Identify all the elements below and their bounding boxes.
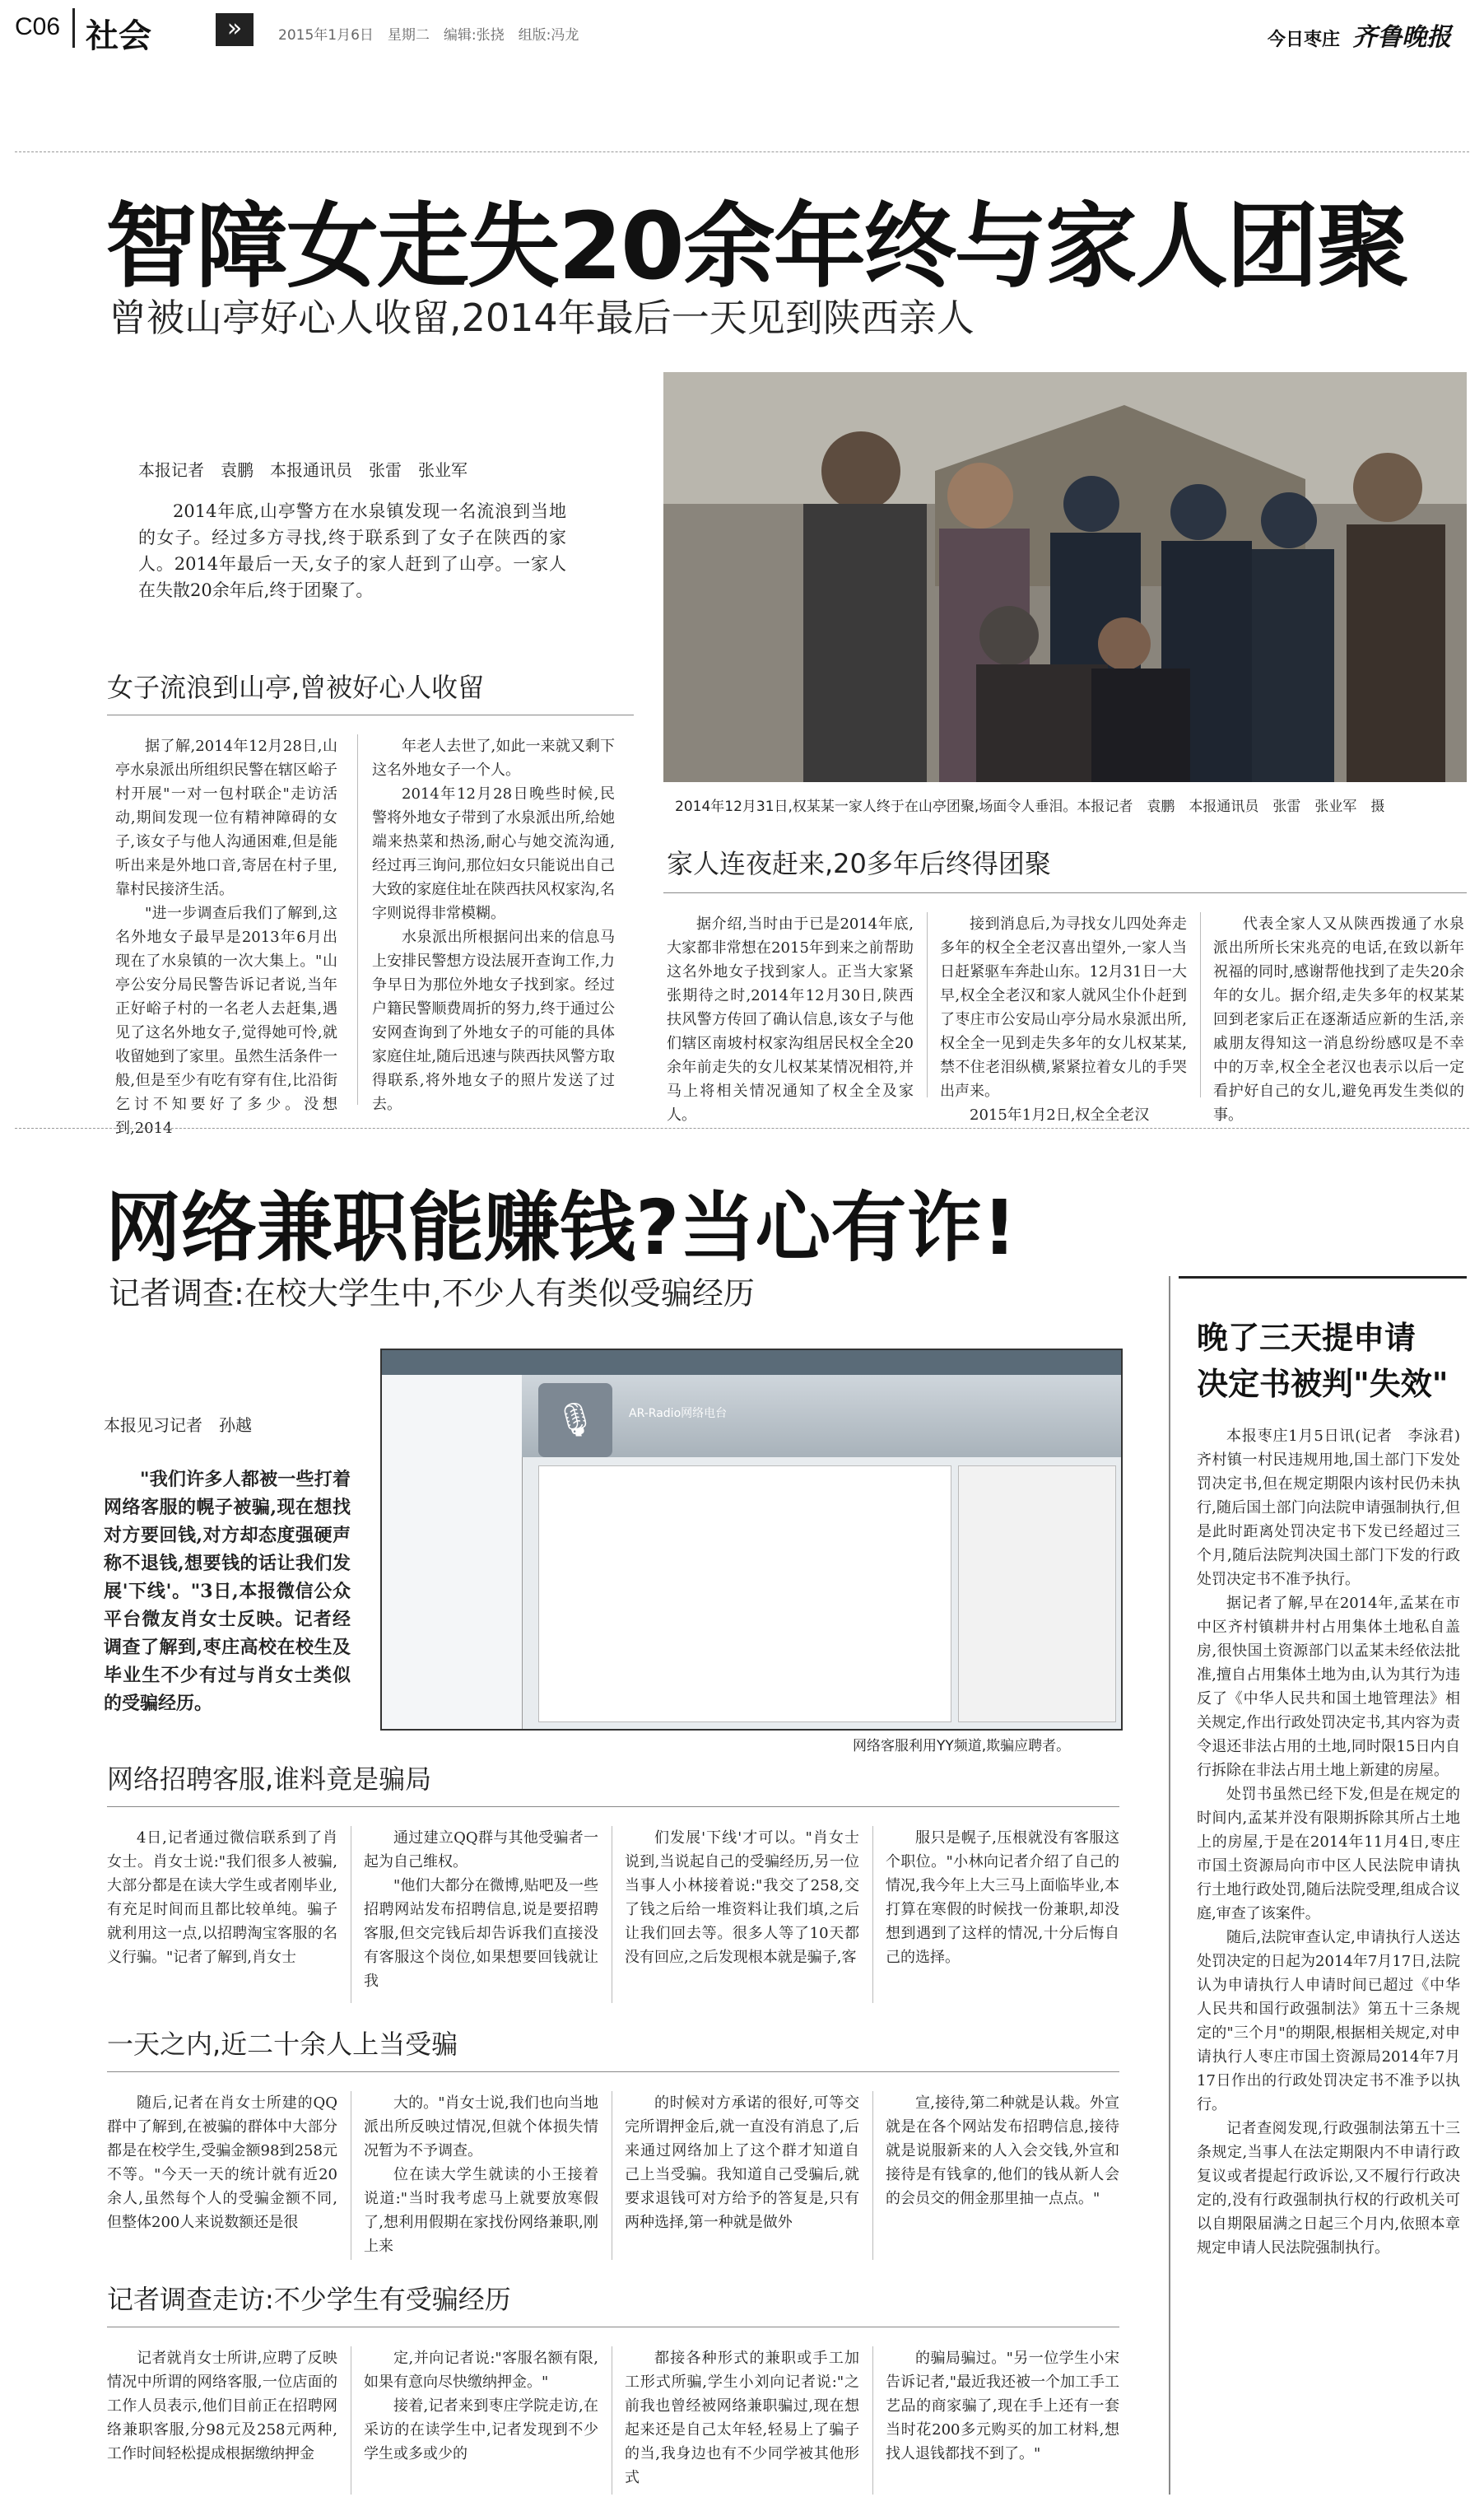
paragraph: 们发展'下线'才可以。"肖女士说到,当说起自己的受骗经历,另一位当事人小林接着说:"我交了258,交了钱之后给一堆资料让我们填,之后让我们回去等。很多人等了10天都没有回应,之后发现根本就是骗子,客 — [625, 1829, 859, 1966]
paragraph: 的骗局骗过。"另一位学生小宋告诉记者,"最近我还被一个加工手工艺品的商家骗了,现在手上还有一套当时花200多元购买的加工材料,想找人退钱都找不到了。" — [886, 2350, 1119, 2462]
paragraph: 位在读大学生就读的小王接着说道:"当时我考虑马上就要放寒假了,想利用假期在家找份网络兼职,刚上来 — [364, 2166, 598, 2255]
paragraph: 代表全家人又从陕西拨通了水泉派出所所长宋兆亮的电话,在致以新年祝福的同时,感谢帮他找到了走失20余年的女儿。据介绍,走失多年的权某某回到老家后正在逐渐适应新的生活,亲戚朋友得知这一消息纷纷感叹是不幸中的万幸,权全全老汉也表示以后一定看护好自己的女儿,避免再发生类似的事。 — [1213, 915, 1464, 1124]
article2-section1-col3 — [625, 1826, 859, 1969]
paragraph: 据了解,2014年12月28日,山亭水泉派出所组织民警在辖区峪子村开展"一对一包村联企"走访活动,期间发现一位有精神障碍的女子,该女子与他人沟通困难,但是能听出来是外地口音,寄居在村子里,靠村民接济生活。 — [115, 738, 337, 898]
paragraph: 据记者了解,早在2014年,孟某在市中区齐村镇耕井村占用集体土地私自盖房,很快国土资源部门以孟某未经依法批准,擅自占用集体土地为由,认为其行为违反了《中华人民共和国土地管理法》相关规定,作出行政处罚决定书,其内容为责令退还非法占用的土地,同时限15日内自行拆除在非法占用土地上新建的房屋。 — [1197, 1595, 1460, 1779]
page-header — [0, 0, 1484, 58]
article1-section2-title: 家人连夜赶来,20多年后终得团聚 — [667, 848, 1051, 879]
section-arrow-icon: » — [216, 13, 254, 46]
paragraph: 接着,记者来到枣庄学院走访,在采访的在读学生中,记者发现到不少学生或多或少的 — [364, 2397, 598, 2462]
paragraph: 4日,记者通过微信联系到了肖女士。肖女士说:"我们很多人被骗,大部分都是在读大学生或者刚毕业,有充足时间而且都比较单纯。骗子就利用这一点,以招聘淘宝客服的名义行骗。"记者了解到,肖女士 — [107, 1829, 337, 1966]
paragraph: 年老人去世了,如此一来就又剩下这名外地女子一个人。 — [372, 738, 615, 779]
article1-section1-title: 女子流浪到山亭,曾被好心人收留 — [107, 672, 485, 703]
article2-section3-col3 — [625, 2346, 859, 2490]
article2-section3-col2 — [364, 2346, 598, 2466]
article2-section3-col1 — [107, 2346, 337, 2466]
paragraph: 通过建立QQ群与其他受骗者一起为自己维权。 — [364, 1829, 598, 1870]
paragraph: 记者查阅发现,行政强制法第五十三条规定,当事人在法定期限内不申请行政复议或者提起行政诉讼,又不履行行政决定的,没有行政强制执行权的行政机关可以自期限届满之日起三个月内,依照本章规定申请人民法院强制执行。 — [1197, 2120, 1460, 2257]
article2-section3-col4 — [886, 2346, 1119, 2466]
article1-title: 智障女走失20余年终与家人团聚 — [105, 193, 1407, 300]
yy-app-screenshot — [380, 1349, 1123, 1731]
article2-section1-title: 网络招聘客服,谁料竟是骗局 — [107, 1763, 432, 1795]
lead-paragraph: "我们许多人都被一些打着网络客服的幌子被骗,现在想找对方要回钱,对方却态度强硬声称不退钱,想要钱的话让我们发展'下线'。"3日,本报微信公众平台微友肖女士反映。记者经调查了解到,枣庄高校在校生及毕业生不少有过与肖女士类似的受骗经历。 — [104, 1469, 351, 1714]
radio-logo-icon: 🎙 — [538, 1383, 612, 1457]
paragraph: 定,并向记者说:"客服名额有限,如果有意向尽快缴纳押金。" — [364, 2350, 598, 2391]
article2-lead — [104, 1465, 351, 1717]
screenshot-caption: 网络客服利用YY频道,欺骗应聘者。 — [853, 1738, 1071, 1754]
lead-paragraph: 2014年底,山亭警方在水泉镇发现一名流浪到当地的女子。经过多方寻找,终于联系到了女子在陕西的家人。2014年最后一天,女子的家人赶到了山亭。一家人在失散20余年后,终于团聚了。 — [138, 501, 566, 600]
paragraph: 的时候对方承诺的很好,可等交完所谓押金后,就一直没有消息了,后来通过网络加上了这个群才知道自己上当受骗。我知道自己受骗后,就要求退钱可对方给予的答复是,只有两种选择,第一种就是做外 — [625, 2094, 859, 2231]
paragraph: 宣,接待,第二种就是认栽。外宣就是在各个网站发布招聘信息,接待就是说服新来的人入会交钱,外宣和接待是有钱拿的,他们的钱从新人会的会员交的佣金那里抽一点点。" — [886, 2094, 1119, 2207]
article2-section2-col4 — [886, 2091, 1119, 2211]
article2-section2-title: 一天之内,近二十余人上当受骗 — [107, 2029, 458, 2060]
date-line: 2015年1月6日 星期二 编辑:张挠 组版:冯龙 — [278, 27, 579, 44]
article2-section2-col3 — [625, 2091, 859, 2234]
header-divider — [15, 151, 1469, 152]
paragraph: 随后,法院审查认定,申请执行人送达处罚决定的日起为2014年7月17日,法院认为申请执行人申请时间已超过《中华人民共和国行政强制法》第五十三条规定的"三个月"的期限,根据相关规定,对申请执行人枣庄市国土资源局2014年7月17日作出的行政处罚决定书不准予以执行。 — [1197, 1929, 1460, 2113]
article2-subtitle: 记者调查:在校大学生中,不少人有类似受骗经历 — [109, 1275, 755, 1311]
radio-title: AR-Radio网络电台 — [629, 1407, 728, 1420]
paragraph: 随后,记者在肖女士所建的QQ群中了解到,在被骗的群体中大部分都是在校学生,受骗金额98到258元不等。"今天一天的统计就有近20余人,虽然每个人的受骗金额不同,但整体200人来说数额还是很 — [107, 2094, 337, 2231]
article1-subtitle: 曾被山亭好心人收留,2014年最后一天见到陕西亲人 — [109, 296, 975, 340]
paragraph: "进一步调查后我们了解到,这名外地女子最早是2013年6月出现在了水泉镇的一次大集上。"山亭公安分局民警告诉记者说,当年正好峪子村的一名老人去赶集,遇见了这名外地女子,觉得她可怜,就收留她到了家里。虽然生活条件一般,但是至少有吃有穿有住,比沿街乞讨不知要好了多少。没想到,2014 — [115, 905, 337, 1137]
article1-lead — [138, 498, 566, 603]
city-label: 今日枣庄 — [1268, 30, 1341, 50]
article2-section1-col2 — [364, 1826, 598, 1993]
paragraph: 服只是幌子,压根就没有客服这个职位。"小林向记者介绍了自己的情况,我今年上大三马上面临毕业,本打算在寒假的时候找一份兼职,却没想到遇到了这样的情况,十分后悔自己的选择。 — [886, 1829, 1119, 1966]
reunion-photo-image — [663, 372, 1467, 782]
paragraph: 记者就肖女士所讲,应聘了反映情况中所谓的网络客服,一位店面的工作人员表示,他们目前正在招聘网络兼职客服,分98元及258元两种,工作时间轻松提成根据缴纳押金 — [107, 2350, 337, 2462]
article1-photo-caption: 2014年12月31日,权某某一家人终于在山亭团聚,场面令人垂泪。本报记者 袁鹏 本报通讯员 张雷 张业军 摄 — [675, 799, 1385, 815]
paragraph: 处罚书虽然已经下发,但是在规定的时间内,孟某并没有限期拆除其所占土地上的房屋,于是在2014年11月4日,枣庄市国土资源局向市中区人民法院申请执行土地行政处罚,随后法院受理,组成合议庭,审查了该案件。 — [1197, 1786, 1460, 1922]
article1-section1-col2 — [372, 734, 615, 1116]
sidebar-title-line2: 决定书被判"失效" — [1197, 1366, 1449, 1402]
paper-name-logo: 齐鲁晚报 — [1352, 23, 1452, 52]
article1-section2-col3 — [1213, 912, 1464, 1127]
paragraph: 2015年1月2日,权全全老汉 — [970, 1106, 1150, 1124]
sidebar-body — [1197, 1424, 1475, 2260]
paragraph: 水泉派出所根据问出来的信息马上安排民警想方设法展开查询工作,力争早日为那位外地女子找到家。经过户籍民警顺费周折的努力,终于通过公安网查询到了外地女子的可能的具体家庭住址,随后迅速与陕西扶风警方取得联系,将外地女子的照片发送了过去。 — [372, 929, 615, 1113]
article2-section1-col1 — [107, 1826, 337, 1969]
article1-byline: 本报记者 袁鹏 本报通讯员 张雷 张业军 — [138, 460, 468, 480]
article2-section2-col1 — [107, 2091, 337, 2234]
article1-section2-col1 — [667, 912, 914, 1127]
paragraph: 本报枣庄1月5日讯(记者 李泳君) 齐村镇一村民违规用地,国土部门下发处罚决定书,但在规定期限内该村民仍未执行,随后国土部门向法院申请强制执行,但是此时距离处罚决定书下发已经超过三个月,随后法院判决国土部门下发的行政处罚决定书不准予执行。 — [1197, 1428, 1475, 1588]
article2-byline: 本报见习记者 孙越 — [104, 1415, 252, 1435]
paragraph: 大的。"肖女士说,我们也向当地派出所反映过情况,但就个体损失情况暂为不予调查。 — [364, 2094, 598, 2159]
article2-section2-col2 — [364, 2091, 598, 2258]
section-name: 社会 — [86, 17, 151, 55]
article1-section1-col1 — [115, 734, 337, 1140]
paper-label — [1268, 16, 1451, 53]
paragraph: 接到消息后,为寻找女儿四处奔走多年的权全全老汉喜出望外,一家人当日赶紧驱车奔赴山东。12月31日一大早,权全全老汉和家人就风尘仆仆赶到了枣庄市公安局山亭分局水泉派出所,权全全一见到走失多年的女儿权某某,禁不住老泪纵横,紧紧拉着女儿的手哭出声来。 — [940, 915, 1187, 1100]
article2-section1-col4 — [886, 1826, 1119, 1969]
paragraph: 2014年12月28日晚些时候,民警将外地女子带到了水泉派出所,给她端来热菜和热汤,耐心与她交流沟通,经过再三询问,那位妇女只能说出自己大致的家庭住址在陕西扶风权家沟,名字则说得非常模糊。 — [372, 785, 615, 922]
article1-photo — [663, 372, 1467, 782]
page-code: C06 — [15, 13, 61, 40]
paragraph: 都接各种形式的兼职或手工加工形式所骗,学生小刘向记者说:"之前我也曾经被网络兼职骗过,现在想起来还是自己太年轻,轻易上了骗子的当,我身边也有不少同学被其他形式 — [625, 2350, 859, 2486]
article2-title: 网络兼职能赚钱?当心有诈! — [105, 1184, 1017, 1272]
sidebar-title-line1: 晚了三天提申请 — [1197, 1320, 1417, 1356]
article-divider — [15, 1128, 1469, 1129]
paragraph: 据介绍,当时由于已是2014年底,大家都非常想在2015年到来之前帮助这名外地女子找到家人。正当大家紧张期待之时,2014年12月30日,陕西扶风警方传回了确认信息,该女子与他们辖区南坡村权家沟组居民权全全20余年前走失的女儿权某某情况相符,并马上将相关情况通知了权全全及家人。 — [667, 915, 914, 1124]
article1-section2-col2 — [940, 912, 1187, 1127]
paragraph: "他们大都分在微博,贴吧及一些招聘网站发布招聘信息,说是要招聘客服,但交完钱后却告诉我们直接没有客服这个岗位,如果想要回钱就让我 — [364, 1877, 598, 1990]
article2-section3-title: 记者调查走访:不少学生有受骗经历 — [107, 2284, 511, 2315]
sidebar-box — [1169, 1276, 1475, 2495]
